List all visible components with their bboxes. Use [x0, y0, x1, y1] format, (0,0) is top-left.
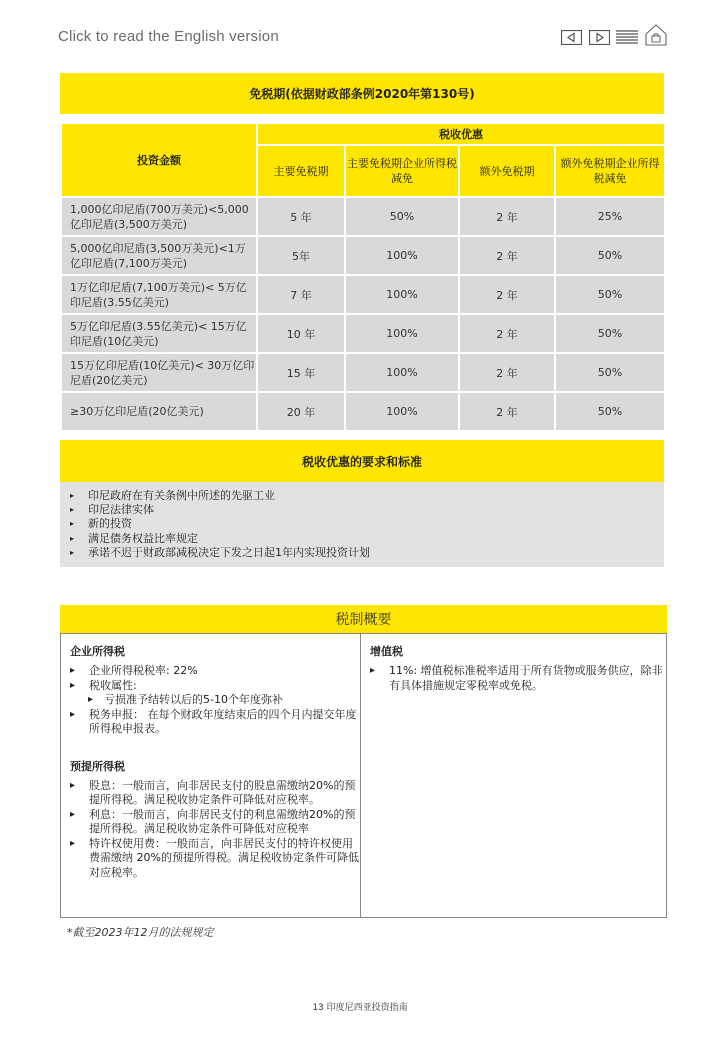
extra-reduction-cell: 50%	[555, 314, 665, 353]
vat-heading: 增值税	[370, 645, 403, 658]
investment-amount-cell: 15万亿印尼盾(10亿美元)< 30万亿印尼盾(20亿美元)	[61, 353, 257, 392]
list-item: ▸ 新的投资	[70, 517, 664, 531]
column-header: 额外免税期企业所得税减免	[555, 145, 665, 197]
extra-period-cell: 2 年	[459, 353, 555, 392]
list-item: ▸ 承诺不迟于财政部减税决定下发之日起1年内实现投资计划	[70, 546, 664, 560]
period-cell: 5 年	[257, 197, 345, 236]
column-header-investment: 投资金额	[61, 123, 257, 197]
list-item: ▸ 11%: 增值税标准税率适用于所有货物或服务供应，除非有具体措施规定零税率或免税。	[370, 664, 666, 693]
extra-period-cell: 2 年	[459, 314, 555, 353]
english-version-link[interactable]: Click to read the English version	[58, 28, 279, 45]
period-cell: 7 年	[257, 275, 345, 314]
menu-icon[interactable]	[616, 26, 638, 48]
list-item: ▸ 印尼政府在有关条例中所述的先驱工业	[70, 489, 664, 503]
summary-right-column	[361, 634, 666, 917]
extra-period-cell: 2 年	[459, 392, 555, 431]
column-header: 额外免税期	[459, 145, 555, 197]
table-row	[61, 275, 665, 314]
forward-icon[interactable]	[588, 26, 610, 48]
cit-heading: 企业所得税	[70, 645, 125, 658]
extra-period-cell: 2 年	[459, 197, 555, 236]
back-icon[interactable]	[560, 26, 582, 48]
nav-icons	[560, 22, 668, 48]
reduction-cell: 50%	[345, 197, 459, 236]
list-item: ▸ 税务申报： 在每个财政年度结束后的四个月内提交年度所得税申报表。	[70, 708, 360, 737]
period-cell: 20 年	[257, 392, 345, 431]
summary-left-column	[61, 634, 361, 917]
extra-period-cell: 2 年	[459, 275, 555, 314]
list-item: ▸ 企业所得税税率: 22%	[70, 664, 360, 679]
wht-heading: 预提所得税	[70, 759, 125, 773]
tax-summary-title: 税制概要	[60, 605, 667, 633]
requirements-title: 税收优惠的要求和标准	[60, 440, 664, 482]
period-cell: 10 年	[257, 314, 345, 353]
extra-reduction-cell: 50%	[555, 392, 665, 431]
list-item: ▸ 税收属性:	[70, 679, 360, 694]
footnote: *截至2023年12月的法规规定	[67, 926, 214, 939]
wht-list	[61, 779, 360, 881]
extra-period-cell: 2 年	[459, 236, 555, 275]
investment-amount-cell: 5,000亿印尼盾(3,500万美元)<1万亿印尼盾(7,100万美元)	[61, 236, 257, 275]
requirements-list	[60, 482, 664, 560]
investment-amount-cell: 1,000亿印尼盾(700万美元)<5,000亿印尼盾(3,500万美元)	[61, 197, 257, 236]
column-group-tax-incentive: 税收优惠	[257, 123, 665, 145]
home-icon[interactable]	[644, 22, 668, 48]
list-item: ▸ 亏损准予结转以后的5-10个年度弥补	[70, 693, 360, 708]
list-item: ▸ 印尼法律实体	[70, 503, 664, 517]
reduction-cell: 100%	[345, 236, 459, 275]
tax-holiday-title: 免税期(依据财政部条例2020年第130号)	[60, 73, 664, 114]
requirements-box	[60, 482, 664, 567]
list-item: ▸ 满足债务权益比率规定	[70, 532, 664, 546]
table-row	[61, 353, 665, 392]
list-item: ▸ 利息：一般而言，向非居民支付的利息需缴纳20%的预提所得税。满足税收协定条件可降低对应税率	[70, 808, 360, 837]
tax-summary-box	[60, 633, 667, 918]
tax-holiday-table	[60, 122, 666, 432]
extra-reduction-cell: 50%	[555, 353, 665, 392]
extra-reduction-cell: 50%	[555, 275, 665, 314]
reduction-cell: 100%	[345, 392, 459, 431]
table-row	[61, 392, 665, 431]
period-cell: 5年	[257, 236, 345, 275]
page-footer: 13 印度尼西亚投资指南	[312, 1003, 408, 1013]
vat-list	[361, 664, 666, 693]
column-header: 主要免税期企业所得税减免	[345, 145, 459, 197]
reduction-cell: 100%	[345, 353, 459, 392]
list-item: ▸ 股息：一般而言，向非居民支付的股息需缴纳20%的预提所得税。满足税收协定条件可降低对应税率。	[70, 779, 360, 808]
investment-amount-cell: 5万亿印尼盾(3.55亿美元)< 15万亿印尼盾(10亿美元)	[61, 314, 257, 353]
extra-reduction-cell: 25%	[555, 197, 665, 236]
list-item: ▸ 特许权使用费：一般而言，向非居民支付的特许权使用 费需缴纳 20%的预提所得税。满足税收协定条件可降低对应税率。	[70, 837, 360, 881]
investment-amount-cell: ≥30万亿印尼盾(20亿美元)	[61, 392, 257, 431]
table-row	[61, 197, 665, 236]
top-bar	[58, 26, 668, 56]
table-row	[61, 236, 665, 275]
cit-list	[61, 664, 360, 737]
investment-amount-cell: 1万亿印尼盾(7,100万美元)< 5万亿印尼盾(3.55亿美元)	[61, 275, 257, 314]
extra-reduction-cell: 50%	[555, 236, 665, 275]
table-row	[61, 314, 665, 353]
reduction-cell: 100%	[345, 314, 459, 353]
column-header: 主要免税期	[257, 145, 345, 197]
reduction-cell: 100%	[345, 275, 459, 314]
period-cell: 15 年	[257, 353, 345, 392]
